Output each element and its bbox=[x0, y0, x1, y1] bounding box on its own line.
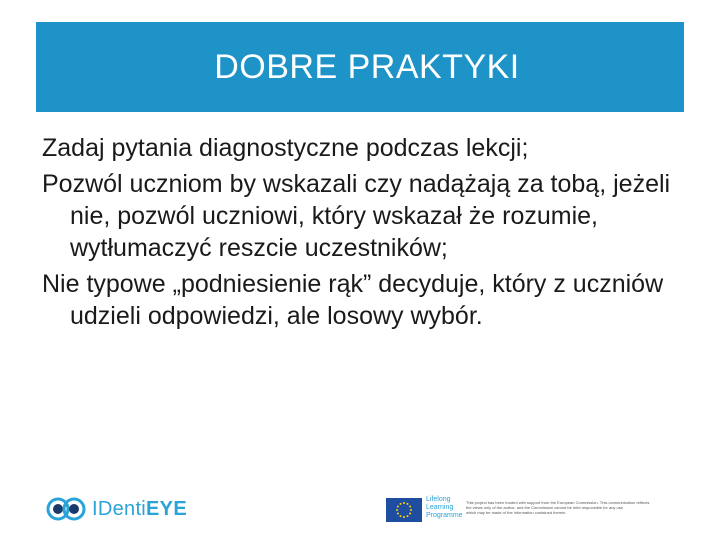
logo-wordmark-part1: IDenti bbox=[92, 498, 147, 520]
bullet-paragraph-3: Nie typowe „podniesienie rąk” decyduje, który z uczniów udzieli odpowiedzi, ale losowy wybór. bbox=[42, 270, 664, 330]
llp-line-3: Programme bbox=[426, 512, 463, 519]
identieye-logo bbox=[46, 496, 187, 522]
slide-title: DOBRE PRAKTYKI bbox=[214, 47, 520, 86]
eu-disclaimer bbox=[466, 500, 678, 515]
identieye-logo-mark-icon bbox=[46, 497, 90, 521]
logo-wordmark bbox=[92, 497, 187, 521]
eu-flag-icon bbox=[386, 498, 422, 522]
disclaimer-line-2: the views only of the author, and the Commission cannot be held responsible for any use bbox=[466, 505, 623, 510]
disclaimer-line-1: This project has been funded with support from the European Commission. This communication reflects bbox=[466, 500, 650, 505]
llp-line-1: Lifelong bbox=[426, 496, 451, 503]
llp-label bbox=[426, 496, 466, 520]
title-bar bbox=[36, 22, 684, 112]
logo-wordmark-part2: EYE bbox=[146, 498, 187, 520]
bullet-paragraph-2: Pozwól uczniom by wskazali czy nadążają za tobą, jeżeli nie, pozwól uczniowi, który wskazał że rozumie, wytłumaczyć reszcie uczestników; bbox=[42, 170, 671, 262]
disclaimer-line-3: which may be made of the information contained therein. bbox=[466, 510, 567, 515]
llp-line-2: Learning bbox=[426, 504, 454, 511]
slide-footer bbox=[0, 490, 720, 530]
bullet-paragraph-1: Zadaj pytania diagnostyczne podczas lekcji; bbox=[42, 134, 529, 162]
slide-body bbox=[42, 132, 692, 336]
